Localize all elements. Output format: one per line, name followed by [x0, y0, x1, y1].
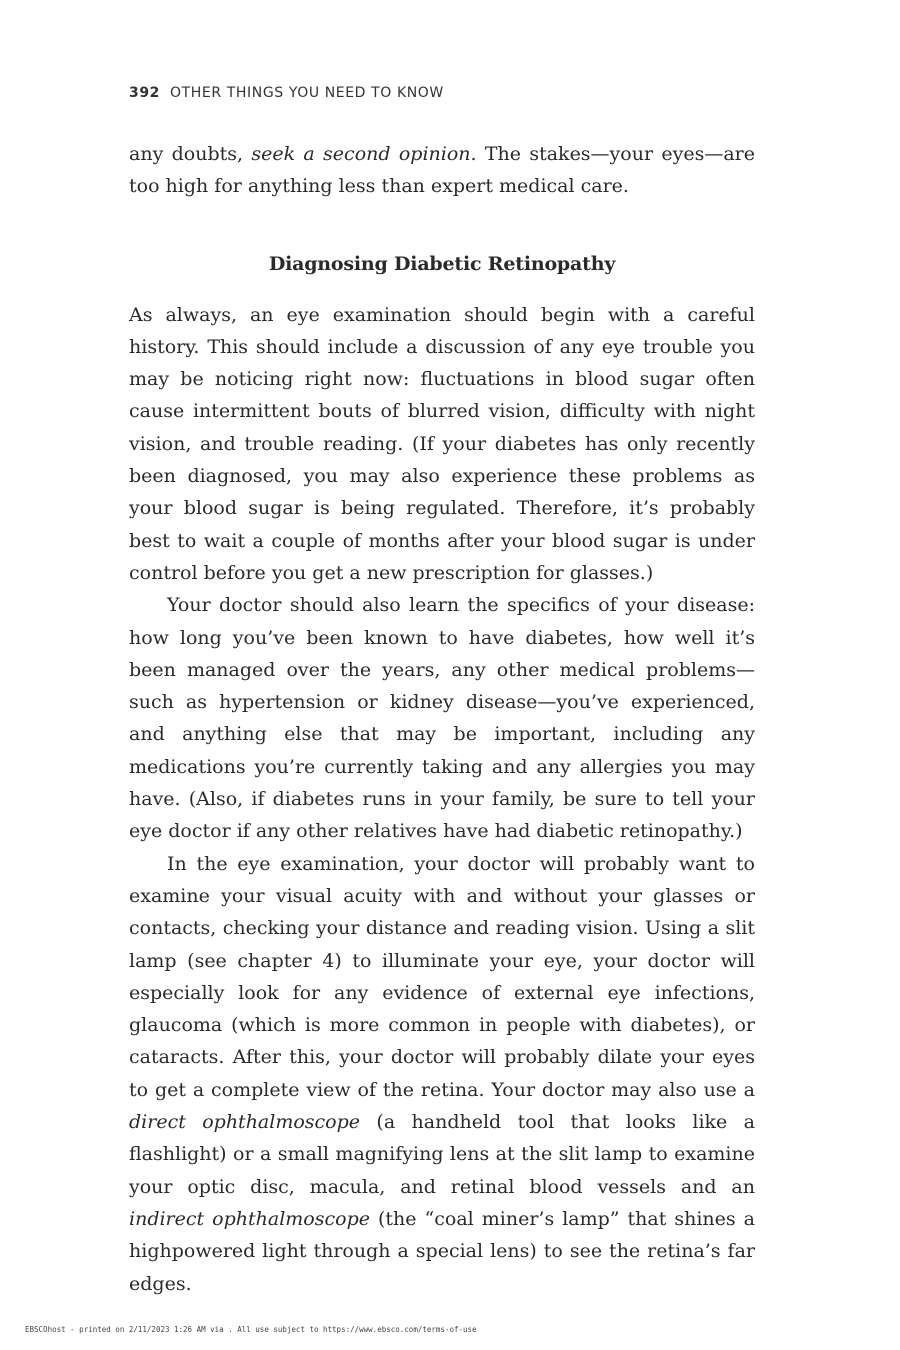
intro-text-end: The stakes—your eyes—are too high for anything less than expert medical care.	[129, 143, 755, 198]
page-body	[129, 138, 755, 1300]
intro-emphasis: seek a second opinion.	[251, 143, 477, 165]
exam-text-2: (a handheld tool that looks like a flashlight) or a small magnifying lens at the slit lamp to examine your optic disc, macula, and retinal blood vessels and an	[129, 1111, 755, 1198]
paragraph-specifics: Your doctor should also learn the specifics of your disease: how long you’ve been known to have diabetes, how well it’s been managed over the years, any other medical problems—such as hypertension or kidney disease—you’ve experienced, and anything else that may be important, including any medications you’re currently taking and any allergies you may have. (Also, if diabetes runs in your family, be sure to tell your eye doctor if any other relatives have had diabetic retinopathy.)	[129, 594, 755, 843]
exam-emphasis-indirect: indirect ophthalmoscope	[129, 1207, 370, 1230]
exam-emphasis-direct: direct ophthalmoscope	[129, 1111, 361, 1134]
paragraph-history: As always, an eye examination should begin with a careful history. This should include a discussion of any eye trouble you may be noticing right now: fluctuations in blood sugar often cause intermittent bouts of blurred vision, difficulty with night vision, and trouble reading. (If your diabetes has only recently been diagnosed, you may also experience these problems as your blood sugar is being regulated. Therefore, it’s probably best to wait a couple of months after your blood sugar is under control before you get a new prescription for glasses.)	[129, 303, 755, 584]
paragraph-examination	[129, 848, 755, 1300]
intro-text-start: any doubts,	[129, 143, 252, 165]
intro-paragraph	[129, 138, 755, 203]
exam-text-3: (the “coal miner’s lamp” that shines a highpowered light through a special lens) to see the retina’s far edges.	[129, 1207, 755, 1295]
running-head-title: OTHER THINGS YOU NEED TO KNOW	[170, 85, 444, 101]
print-footer: EBSCOhost - printed on 2/11/2023 1:26 AM via . All use subject to https://www.ebsco.com/terms-of-use	[25, 1325, 477, 1334]
exam-text-1: In the eye examination, your doctor will probably want to examine your visual acuity with and without your glasses or contacts, checking your distance and reading vision. Using a slit lamp (see chapter 4) to illuminate your eye, your doctor will especially look for any evidence of external eye infections, glaucoma (which is more common in people with diabetes), or cataracts. After this, your doctor will probably dilate your eyes to get a complete view of the retina. Your doctor may also use a	[129, 852, 755, 1101]
page-number: 392	[129, 85, 161, 101]
section-heading: Diagnosing Diabetic Retinopathy	[268, 252, 616, 275]
running-head	[129, 85, 444, 101]
